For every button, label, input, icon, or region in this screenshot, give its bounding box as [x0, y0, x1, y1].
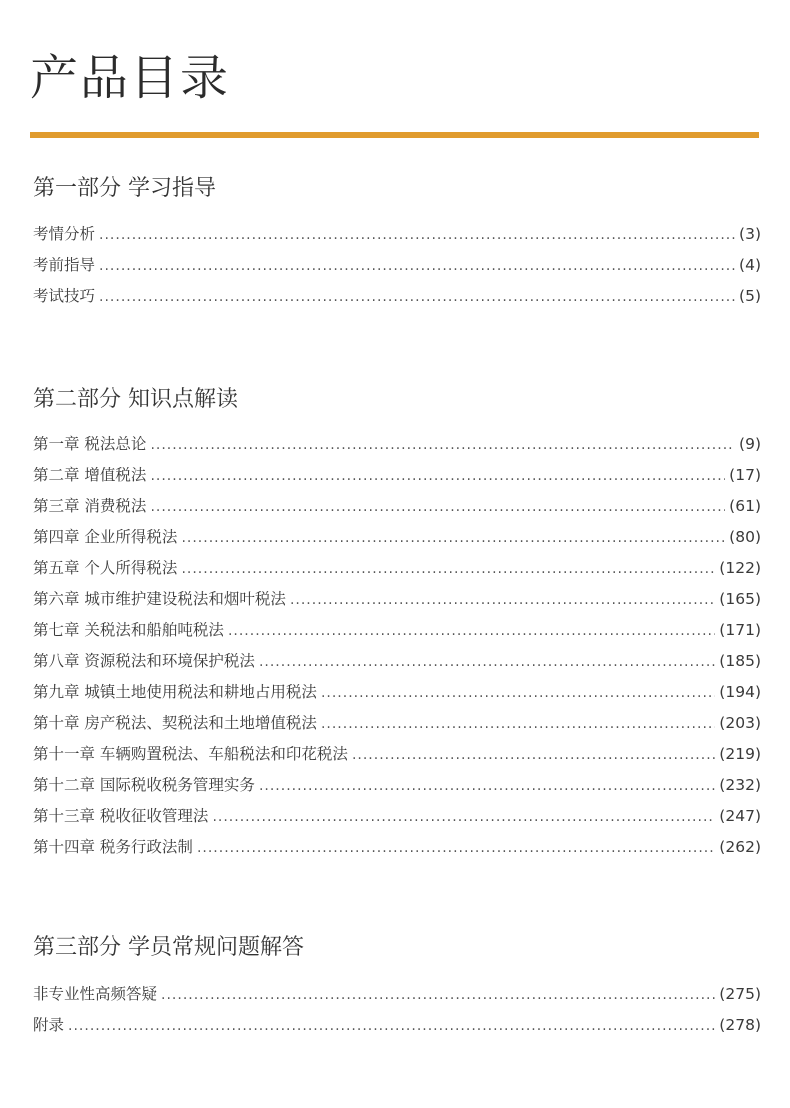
toc-entry[interactable] — [33, 646, 761, 677]
toc-entry-label: 第十二章 国际税收税务管理实务 — [33, 776, 255, 794]
toc-page-number: ( 219 ) — [719, 739, 761, 770]
toc-leader-dots — [259, 771, 715, 802]
toc-leader-dots — [161, 980, 715, 1011]
toc-leader-dots — [99, 282, 735, 313]
toc-entry[interactable] — [33, 553, 761, 584]
toc-page-number: ( 80 ) — [729, 522, 761, 553]
toc-page-number: ( 247 ) — [719, 801, 761, 832]
toc-entry[interactable] — [33, 770, 761, 801]
toc-entry-label: 第九章 城镇土地使用税法和耕地占用税法 — [33, 683, 317, 701]
toc-leader-dots — [181, 523, 725, 554]
toc-entry-label: 第八章 资源税法和环境保护税法 — [33, 652, 255, 670]
toc-entry-label: 考前指导 — [33, 256, 96, 274]
toc-entry[interactable] — [33, 708, 761, 739]
toc-entry-label: 第五章 个人所得税法 — [33, 559, 178, 577]
section-heading-3: 第三部分 学员常规问题解答 — [33, 935, 304, 960]
toc-entry[interactable] — [33, 281, 761, 312]
toc-page-number: ( 9 ) — [739, 429, 761, 460]
toc-entry-label: 第三章 消费税法 — [33, 497, 147, 515]
toc-entry-label: 第四章 企业所得税法 — [33, 528, 178, 546]
toc-entry[interactable] — [33, 429, 761, 460]
toc-entry-label: 第二章 增值税法 — [33, 466, 147, 484]
page-title: 产品目录 — [30, 50, 231, 106]
toc-entry[interactable] — [33, 584, 761, 615]
toc-entry[interactable] — [33, 460, 761, 491]
toc-leader-dots — [150, 430, 735, 461]
toc-leader-dots — [259, 647, 715, 678]
toc-leader-dots — [150, 461, 725, 492]
toc-entry-label: 考试技巧 — [33, 287, 96, 305]
toc-entry-label: 第十三章 税收征收管理法 — [33, 807, 209, 825]
toc-entry-label: 第十章 房产税法、契税法和土地增值税法 — [33, 714, 317, 732]
toc-page-number: ( 61 ) — [729, 491, 761, 522]
toc-entry[interactable] — [33, 979, 761, 1010]
toc-leader-dots — [352, 740, 715, 771]
toc-page-number: ( 185 ) — [719, 646, 761, 677]
toc-entry-label: 非专业性高频答疑 — [33, 985, 158, 1003]
toc-page-number: ( 4 ) — [739, 250, 761, 281]
toc-list-section-2 — [33, 429, 761, 863]
toc-entry[interactable] — [33, 522, 761, 553]
section-heading-2: 第二部分 知识点解读 — [33, 387, 238, 412]
section-heading-1: 第一部分 学习指导 — [33, 176, 216, 201]
toc-page-number: ( 275 ) — [719, 979, 761, 1010]
toc-entry[interactable] — [33, 801, 761, 832]
toc-leader-dots — [321, 709, 715, 740]
toc-entry-label: 第十一章 车辆购置税法、车船税法和印花税法 — [33, 745, 348, 763]
toc-leader-dots — [99, 220, 735, 251]
toc-leader-dots — [290, 585, 715, 616]
toc-entry[interactable] — [33, 491, 761, 522]
toc-leader-dots — [197, 833, 715, 864]
toc-page-number: ( 122 ) — [719, 553, 761, 584]
toc-entry-label: 第七章 关税法和船舶吨税法 — [33, 621, 224, 639]
toc-entry-label: 附录 — [33, 1016, 65, 1034]
toc-entry[interactable] — [33, 677, 761, 708]
toc-page-number: ( 232 ) — [719, 770, 761, 801]
toc-page-number: ( 17 ) — [729, 460, 761, 491]
toc-page-number: ( 278 ) — [719, 1010, 761, 1041]
toc-entry[interactable] — [33, 832, 761, 863]
toc-page-number: ( 203 ) — [719, 708, 761, 739]
toc-page-number: ( 165 ) — [719, 584, 761, 615]
toc-entry[interactable] — [33, 219, 761, 250]
toc-entry[interactable] — [33, 615, 761, 646]
toc-list-section-1 — [33, 219, 761, 312]
toc-leader-dots — [321, 678, 715, 709]
toc-entry-label: 第十四章 税务行政法制 — [33, 838, 193, 856]
toc-entry-label: 第一章 税法总论 — [33, 435, 147, 453]
toc-entry[interactable] — [33, 250, 761, 281]
toc-entry[interactable] — [33, 1010, 761, 1041]
toc-leader-dots — [150, 492, 725, 523]
toc-page-number: ( 262 ) — [719, 832, 761, 863]
toc-page-number: ( 5 ) — [739, 281, 761, 312]
toc-page-number: ( 3 ) — [739, 219, 761, 250]
toc-leader-dots — [181, 554, 715, 585]
toc-leader-dots — [99, 251, 735, 282]
toc-leader-dots — [228, 616, 715, 647]
toc-entry-label: 第六章 城市维护建设税法和烟叶税法 — [33, 590, 286, 608]
toc-page-number: ( 194 ) — [719, 677, 761, 708]
toc-leader-dots — [212, 802, 715, 833]
toc-page-number: ( 171 ) — [719, 615, 761, 646]
toc-entry[interactable] — [33, 739, 761, 770]
title-divider — [30, 132, 759, 138]
toc-list-section-3 — [33, 979, 761, 1041]
toc-leader-dots — [68, 1011, 715, 1042]
toc-entry-label: 考情分析 — [33, 225, 96, 243]
